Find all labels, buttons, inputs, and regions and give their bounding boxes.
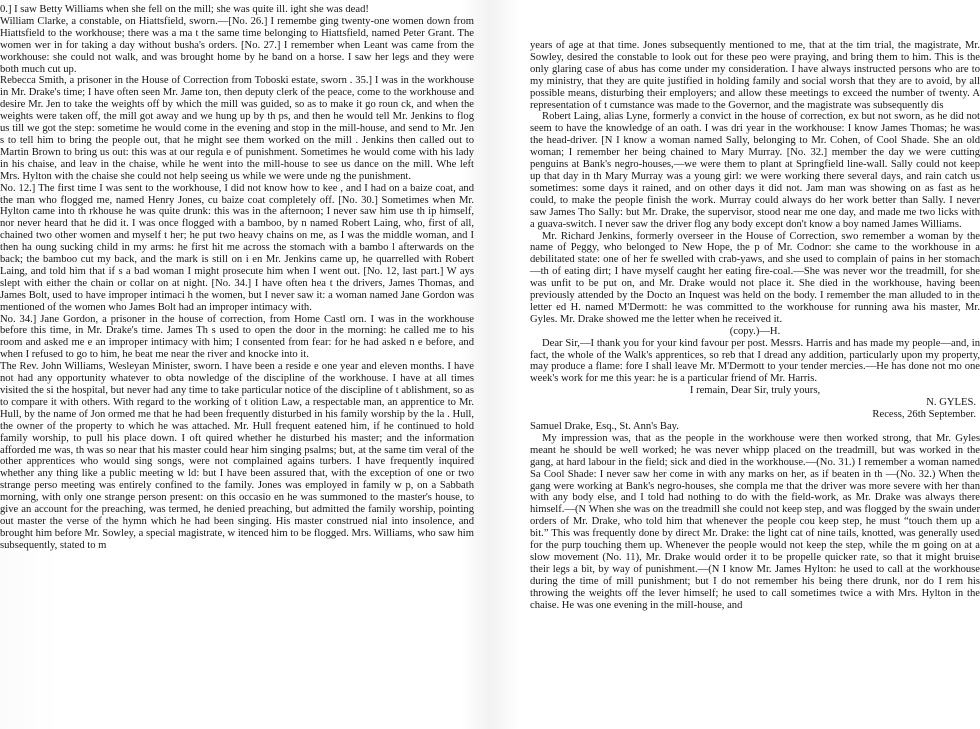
letter-body: Dear Sir,—I thank you for your kind favour per post. Messrs. Harris and has made my people—and, in fact, the whole of the Walk's apprentices, so reb that I dread any addition, particularly upon my property, may produce a flame: fore I shall leave Mr. M'Dermott to your tender mercies.—He has done not mo one week's work for me this year: he is a particular friend of Mr. Harris.: [530, 337, 980, 385]
letter-closing: I remain, Dear Sir, truly yours,: [689, 385, 821, 397]
left-paragraph-3: Rebecca Smith, a prisoner in the House of Correction from Toboski estate, sworn . 35.] I was in the workhouse in Mr. Drake's time; I have often seen Mr. Jame ton, then deputy clerk of the peace, come to the workhouse and desire Mr. Jen to take the weights off by which the mill was guided, so as to make it go roun ck, and when the weights were taken off, the mill got away and we hung up by th ps, and then he would tell Mr. Jenkins to flog us till we got the step: sometime he would come in the evening and stop in the mill-house, and send to Mr. Jen s to tell him to bring the people out, that he might see them worked on the mill . Jenkins then called out to Martin Brown to bring us out: this was at our regula e of punishment. Sometimes he would come with his lady in his chaise, and leav in the chaise, while he went into the mill-house to see us dance on the mill. Whe left Mrs. Hylton with the chaise she could not help seeing us while we were unde ng the punishment.: [0, 75, 474, 182]
right-paragraph-1: years of age at that time. Jones subsequently mentioned to me, that at the tim trial, the magistrate, Mr. Sowley, desired the constable to look out for these peo were praying, and bring them to him. This is the only glaring case of abus has come under my consideration. I have always instructed persons who are to my ministry, that they are quite justified in holding family and social worsh that they are to avoid, by all possible means, disturbing their employers; and allow these meetings to exceed the number of twenty. A representation of t cumstance was made to the Governor, and the magistrate was subsequently dis: [530, 40, 980, 111]
right-paragraph-2: Robert Laing, alias Lyne, formerly a convict in the house of correction, ex but not sworn, as he did not seem to have the knowledge of an oath. I was dri year in the workhouse: I know James Thomas; he was the head-driver. [N I know a woman named Sally, belonging to Mr. Cohen, of Cool Shade. She an old woman; I remember her being chained to Mary Murray. [No. 32.] member the day we were cutting penguins at Bank's negro-houses,—we were them to plant at Springfield line-wall. Sally could not keep up that day in th Mary Murray was a young girl: we were working there several days, and rain catch us sometimes: some days it rained, and on other days it did not. Jam man was showing on as fast as he could, to make the people finish the work. Murray could always do her work better than Sally. I never saw James Tho Sally: but Mr. Drake, the supervisor, stood near me one day, and made me two licks with a guava-switch. I never saw the driver flog any body except don't know a boy named James Williams.: [530, 111, 980, 230]
left-paragraph-5: No. 34.] Jane Gordon, a prisoner in the house of correction, from Home Castl orn. I was in the workhouse before this time, in Mr. Drake's time. James Th s used to open the door in the morning: he called me to his room and asked me e an improper intimacy with him; I consented from fear: for he had asked n e before, and when I refused to go to him, he beat me near the river and knocke into it.: [0, 313, 474, 361]
left-paragraph-6: The Rev. John Williams, Wesleyan Minister, sworn. I have been a reside e one year and eleven months. I have not had any opportunity whatever to obta nowledge of the discipline of the workhouse. I have at all times visited the si the hospital, but never had any time to take particular notice of the discipline of t ablishment, so as to compare it with others. With regard to the working of t olition Law, a respectable man, an apprentice to Mr. Hull, by the name of Jon ormed me that he had been frequently disturbed in his family worship by the la . Hull, the owner of the property to which he was attached. Mr. Hull frequent eatened him, if he continued to hold family worship, to pull his place down. I oft quired whether he disturbed his master; and the information afforded me was, th was so near that his master could hear him singing psalms; but, at the same tim veral of the other apprentices who would sing songs, were not complained agains turbers. I have frequently inquired whether any thing like a public meeting w ld: but I have been assured that, with the exception of one or two strange perso meeting was entirely confined to the family. Jones was employed in family w p, on a Sabbath morning, with only one strange person present: on this occasio en he was summoned to the master's house, to give an account for the preaching, was termed, he denied preaching, but admitted the family worship, pointing out master the verse of the hymn which he had been singing. His master construed nial into insolence, and brought him before Mr. Sowley, a special magistrate, w itenced him to be flogged. Mrs. Williams, who saw him subsequently, stated to m: [0, 361, 474, 551]
left-paragraph-4: No. 12.] The first time I was sent to the workhouse, I did not know how to kee , and I had on a baize coat, and the man who flogged me, named Henry Jones, cu baize coat completely off. [No. 30.] Sometimes when Mr. Hylton came into th rkhouse he was quite drunk: this was in the afternoon; I never saw him use th ip himself, nor never heard that he did it. I was once flogged with a bamboo, by n named Robert Laing, who, first of all, chained two other women and myself t her; he put two heavy chains on me, as I was the middle woman, and I then ha oung sucking child in my arms: he first hit me across the stomach with a bambo l afterwards on the back; the bamboo cut my back, and the mark is still on i en Mr. Jenkins came up, he quarrelled with Robert Laing, and told him that if s a bad woman I might prosecute him when I went out. [No. 12, last part.] W ays slept with either the chain or collar on at night. [No. 34.] I have often hea t the drivers, James Thomas, and James Bolt, used to have improper intimaci h the women, but I never saw it: a woman named Jane Gordon was mentioned of the women who James Bolt had an improper intimacy with.: [0, 182, 474, 313]
right-paragraph-final: My impression was, that as the people in the workhouse were then worked strong, that Mr. Gyles meant he should be well worked; he was never whipp placed on the treadmill, but was worked in the gang, at hard labour in the field; sick and died in the workhouse.—(No. 31.) I remember a woman named Sa Cool Shade: I never saw her come in with any marks on her, as if beaten in th —(No. 32.) When the gang were working at Bank's negro-houses, she compla me that the driver was more severe with her than with any body else, and I told had nothing to do with the field-work, as Mr. Drake was always there himself.—(N When she was on the treadmill she could not keep step, and was flogged by the swain under orders of Mr. Drake, who told him that whenever the people cou keep step, he must “touch them up a bit.” This was frequently done by direct Mr. Drake: the light cat of nine tails, knotted, was generally used for the purp touching them up. Whenever the people would not keep the step, while the m going on at a slow movement (No. 11), Mr. Drake would order it to be propelle quicker rate, so that it might bruise their legs a bit, by way of punishment.—(N I know Mr. James Hylton: he used to call at the workhouse during the time of mill punishment; but I do not remember his being there drunk, nor do I rem his throwing the weights off the lever himself; he used to call sometimes twice a with Mrs. Hylton in the chaise. He was one evening in the mill-house, and: [530, 432, 980, 611]
right-page: [526, 36, 980, 612]
left-page: [0, 0, 476, 552]
letter-date: Recess, 26th September.: [872, 409, 976, 421]
right-paragraph-3: Mr. Richard Jenkins, formerly overseer in the House of Correction, swo remember a woman by the name of Peggy, who belonged to New Hope, the p of Mr. Codnor: she came to the workhouse in a debilitated state: one of her fe swelled with crab-yaws, and she used to complain of pains in her stomach—th of eating dirt; I have myself caught her eating fire-coal.—She was never wor the treadmill, for she was unfit to be put on, and Mr. Drake would not place it. She died in the workhouse, having been previously attended by the Docto an Inquest was held on the body. I remember the man alluded to in the letter ed H. named M'Dermott: he was committed to the workhouse for running awa his master, Mr. Gyles. Mr. Drake showed me the letter when he received it.: [530, 230, 980, 325]
left-paragraph-2: William Clarke, a constable, on Hiattsfield, sworn.—[No. 26.] I remembe ging twenty-one women down from Hiattsfield to the workhouse; there was a ma t the same time belonging to Hiattsfield, named Peter Grant. The women wer in for taking a day without busha's orders. [No. 27.] I remember when Leant was came from the workhouse: she could not walk, and was brought home by he band on a horse. I saw her legs and they were both much cut up.: [0, 15, 474, 75]
letter-addressee: Samuel Drake, Esq., St. Ann's Bay.: [530, 421, 679, 432]
copy-label: (copy.)—H.: [729, 325, 781, 337]
letter-signature: N. GYLES.: [926, 397, 976, 409]
left-paragraph-1: 0.] I saw Betty Williams when she fell on the mill; she was quite ill. ight she was dead!: [0, 4, 369, 15]
